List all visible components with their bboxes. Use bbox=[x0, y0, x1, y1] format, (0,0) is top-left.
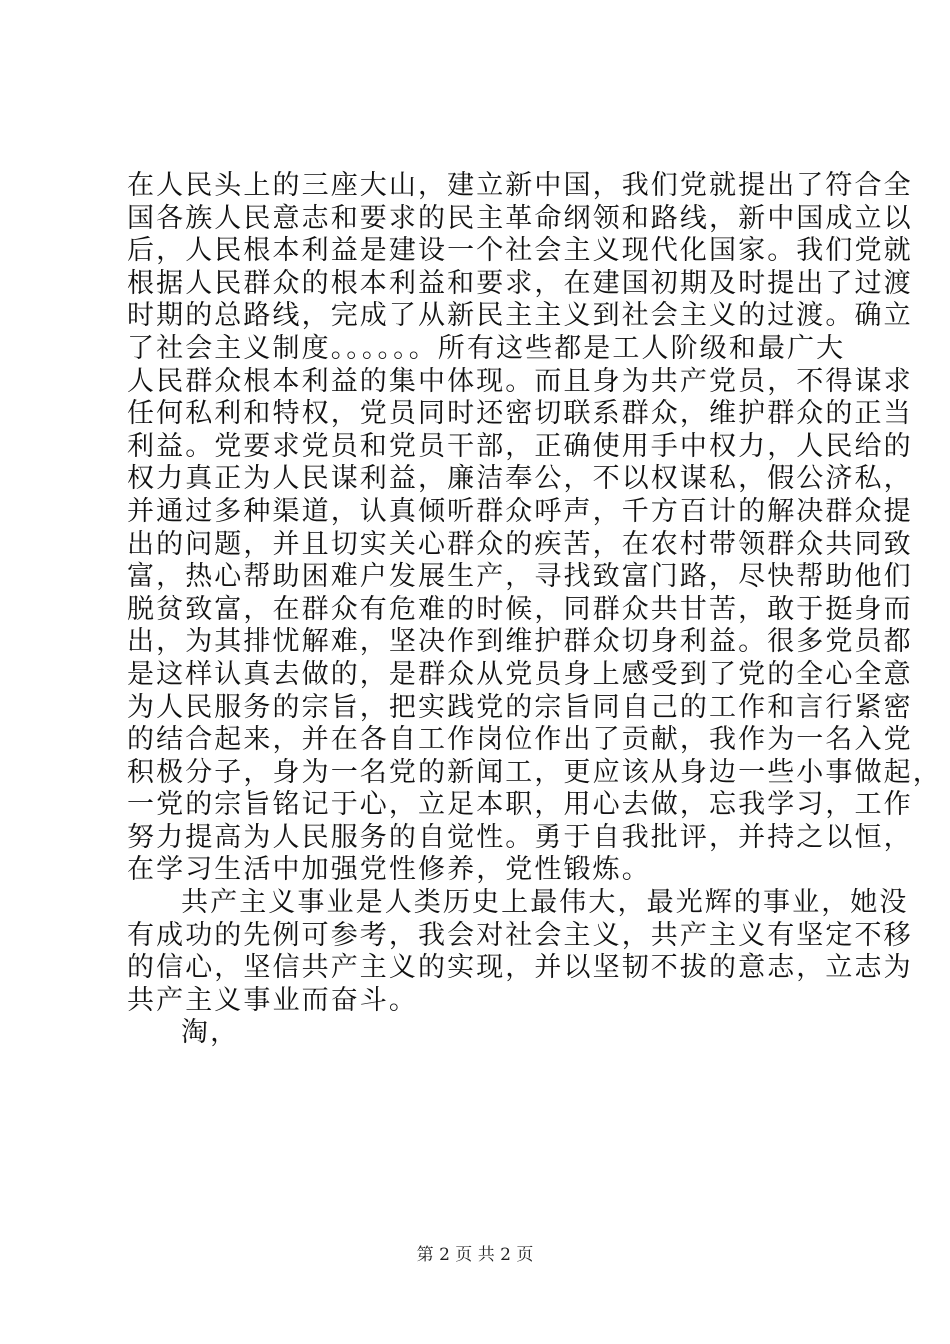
text-line: 权力真正为人民谋利益，廉洁奉公，不以权谋私，假公济私， bbox=[127, 463, 913, 495]
text-line: 根据人民群众的根本利益和要求，在建国初期及时提出了过渡 bbox=[127, 267, 913, 299]
text-line: 在学习生活中加强党性修养，党性锻炼。 bbox=[127, 854, 651, 886]
page-footer: 第 2 页 共 2 页 bbox=[416, 1245, 534, 1265]
text-line: 出的问题，并且切实关心群众的疾苦，在农村带领群众共同致 bbox=[127, 528, 913, 560]
text-line: 后，人民根本利益是建设一个社会主义现代化国家。我们党就 bbox=[127, 235, 913, 267]
paragraph-start-line: 共产主义事业是人类历史上最伟大，最光辉的事业，她没 bbox=[181, 887, 909, 919]
text-line: 人民群众根本利益的集中体现。而且身为共产党员，不得谋求 bbox=[127, 365, 913, 397]
text-line: 是这样认真去做的，是群众从党员身上感受到了党的全心全意 bbox=[127, 658, 913, 690]
text-line: 积极分子，身为一名党的新闻工，更应该从身边一些小事做起， bbox=[127, 756, 942, 788]
body-text bbox=[127, 170, 942, 1050]
text-line: 共产主义事业而奋斗。 bbox=[127, 984, 418, 1016]
paragraph-start-line: 淘， bbox=[181, 1017, 240, 1049]
text-line: 为人民服务的宗旨，把实践党的宗旨同自己的工作和言行紧密 bbox=[127, 691, 913, 723]
text-line: 努力提高为人民服务的自觉性。勇于自我批评，并持之以恒， bbox=[127, 821, 913, 853]
text-line: 了社会主义制度。。。。。。所有这些都是工人阶级和最广大 bbox=[127, 332, 846, 364]
text-line: 任何私利和特权，党员同时还密切联系群众，维护群众的正当 bbox=[127, 398, 913, 430]
text-line: 国各族人民意志和要求的民主革命纲领和路线，新中国成立以 bbox=[127, 202, 913, 234]
text-line: 在人民头上的三座大山，建立新中国，我们党就提出了符合全 bbox=[127, 170, 913, 201]
text-line: 的信心，坚信共产主义的实现，并以坚韧不拔的意志，立志为 bbox=[127, 952, 913, 984]
text-line: 时期的总路线，完成了从新民主主义到社会主义的过渡。确立 bbox=[127, 300, 913, 332]
text-line: 富，热心帮助困难户发展生产，寻找致富门路，尽快帮助他们 bbox=[127, 561, 913, 593]
text-line: 利益。党要求党员和党员干部，正确使用手中权力，人民给的 bbox=[127, 430, 913, 462]
text-line: 有成功的先例可参考，我会对社会主义，共产主义有坚定不移 bbox=[127, 919, 913, 951]
text-line: 脱贫致富，在群众有危难的时候，同群众共甘苦，敢于挺身而 bbox=[127, 593, 913, 625]
text-line: 并通过多种渠道，认真倾听群众呼声，千方百计的解决群众提 bbox=[127, 495, 913, 527]
text-line: 出，为其排忧解难，坚决作到维护群众切身利益。很多党员都 bbox=[127, 626, 913, 658]
text-line: 的结合起来，并在各自工作岗位作出了贡献，我作为一名入党 bbox=[127, 724, 913, 756]
text-line: 一党的宗旨铭记于心，立足本职，用心去做，忘我学习，工作 bbox=[127, 789, 913, 821]
